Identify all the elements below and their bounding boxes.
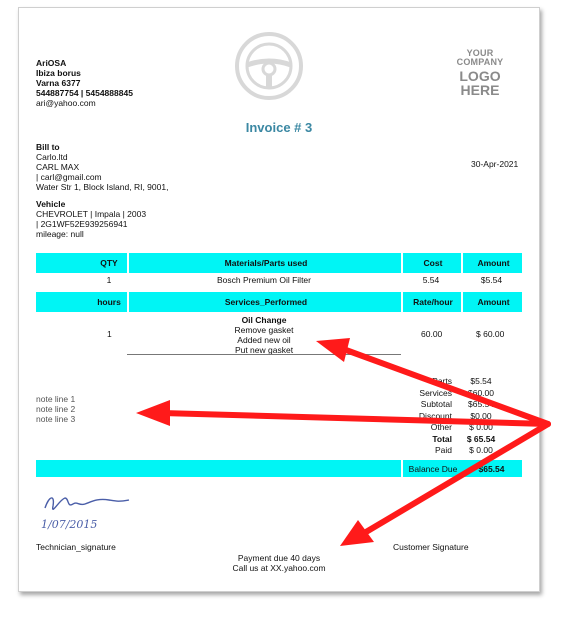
company-phones: 544887754 | 5454888845 <box>36 88 133 98</box>
totals-label: Discount <box>418 410 452 421</box>
totals-label: Services <box>419 387 452 398</box>
totals-label: Paid <box>434 445 452 455</box>
bill-to-name: Carlo.ltd <box>36 152 68 162</box>
service-rate: 60.00 <box>421 329 443 339</box>
arrow-head-icon <box>316 338 350 362</box>
parts-qty-header: QTY <box>100 258 118 268</box>
company-line2: Ibiza borus <box>36 68 81 78</box>
service-amount: $ 60.00 <box>476 329 505 339</box>
logo-line1: YOUR COMPANY <box>456 48 504 67</box>
note-line: note line 2 <box>36 404 76 414</box>
parts-qty: 1 <box>106 275 112 285</box>
totals-value: $ 0.00 <box>469 445 493 455</box>
note-line: note line 1 <box>36 394 76 404</box>
totals-label: Parts <box>432 376 452 386</box>
annotation-arrow-line <box>346 350 548 424</box>
invoice-date: 30-Apr-2021 <box>471 159 519 169</box>
footer-line2: Call us at XX.yahoo.com <box>232 563 326 573</box>
note-line: note line 3 <box>36 414 76 424</box>
service-line3: Put new gasket <box>234 345 294 355</box>
service-hours: 1 <box>107 329 112 339</box>
invoice-title: Invoice # 3 <box>245 120 313 135</box>
vehicle-label: Vehicle <box>36 199 66 209</box>
bill-to-contact: CARL MAX <box>36 162 80 172</box>
totals-value: $ 65.54 <box>466 433 496 444</box>
totals-value: $0.00 <box>470 410 492 421</box>
company-line3: Varna 6377 <box>36 78 81 88</box>
bill-to-label: Bill to <box>36 142 60 152</box>
services-desc-header: Services_Performed <box>127 292 403 312</box>
footer-line1: Payment due 40 days <box>237 553 321 563</box>
parts-cost-header: Cost <box>401 253 463 273</box>
signature-date: 1/07/2015 <box>41 518 98 531</box>
totals-label: Subtotal <box>420 399 452 409</box>
parts-cost: 5.54 <box>422 275 440 285</box>
totals-value: $5.54 <box>470 376 492 386</box>
services-qty-header: hours <box>97 297 121 307</box>
service-title: Oil Change <box>241 315 287 325</box>
technician-signature-label: Technician_signature <box>36 542 116 552</box>
parts-desc-header: Materials/Parts used <box>127 253 403 273</box>
totals-value: $60.00 <box>468 387 494 398</box>
bill-to-address: Water Str 1, Block Island, RI, 9001, <box>36 182 169 192</box>
totals-value: $65.54 <box>468 399 494 409</box>
service-line1: Remove gasket <box>234 325 294 335</box>
vehicle-model: CHEVROLET | Impala | 2003 <box>36 209 147 219</box>
totals-value: $ 0.00 <box>469 422 493 432</box>
parts-amount-header: Amount <box>461 253 524 273</box>
totals-label: Total <box>432 433 452 444</box>
services-cost-header: Rate/hour <box>401 292 463 312</box>
parts-amount: $5.54 <box>480 275 503 285</box>
bill-to-email: | carl@gmail.com <box>36 172 102 182</box>
vehicle-mileage: mileage: null <box>36 229 84 239</box>
balance-due-label: Balance Due <box>401 460 463 477</box>
company-email: ari@yahoo.com <box>36 98 96 108</box>
balance-due-value: $65.54 <box>478 463 505 474</box>
service-line2: Added new oil <box>237 335 291 345</box>
annotation-arrow-line <box>162 410 548 424</box>
totals-label: Other <box>430 422 452 432</box>
annotation-arrow-line <box>366 424 548 532</box>
services-amount-header: Amount <box>461 292 524 312</box>
company-name: AriOSA <box>36 58 67 68</box>
customer-signature-label: Customer Signature <box>393 542 469 552</box>
vehicle-vin: | 2G1WF52E939256941 <box>36 219 128 229</box>
arrow-head-icon <box>136 400 170 426</box>
parts-desc: Bosch Premium Oil Filter <box>217 275 311 285</box>
logo-line2: LOGO HERE <box>459 68 501 98</box>
